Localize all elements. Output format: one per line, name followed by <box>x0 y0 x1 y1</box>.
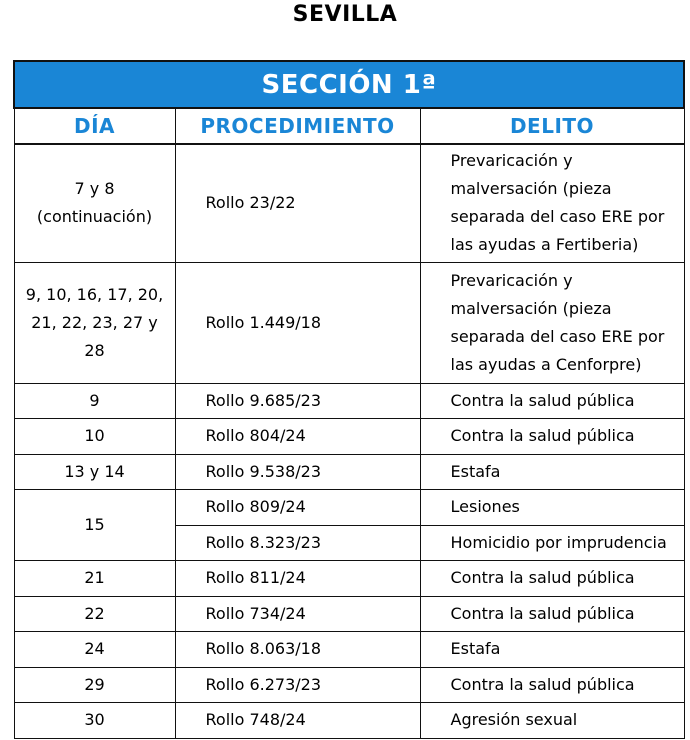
page-title: SEVILLA <box>292 2 398 27</box>
section-title: SECCIÓN 1ª <box>14 61 684 108</box>
cell-delito: Prevaricación y malversación (pieza separada del caso ERE por las ayudas a Fertiberia) <box>420 144 684 262</box>
cell-delito: Homicidio por imprudencia <box>420 525 684 561</box>
cell-delito: Contra la salud pública <box>420 596 684 632</box>
table-row <box>14 703 684 739</box>
cell-delito: Contra la salud pública <box>420 383 684 419</box>
table-row <box>14 262 684 383</box>
cell-dia: 30 <box>14 703 175 739</box>
cell-delito: Contra la salud pública <box>420 667 684 703</box>
cell-dia: 22 <box>14 596 175 632</box>
cell-dia: 7 y 8 (continuación) <box>14 144 175 262</box>
header-procedimiento: PROCEDIMIENTO <box>175 108 420 144</box>
cell-procedimiento: Rollo 809/24 <box>175 490 420 526</box>
cell-delito: Estafa <box>420 632 684 668</box>
cell-dia: 9 <box>14 383 175 419</box>
table-row <box>14 561 684 597</box>
cell-dia: 24 <box>14 632 175 668</box>
table-row <box>14 419 684 455</box>
cell-delito: Lesiones <box>420 490 684 526</box>
table-row <box>14 383 684 419</box>
header-row <box>14 108 684 144</box>
cell-procedimiento: Rollo 748/24 <box>175 703 420 739</box>
cell-procedimiento: Rollo 6.273/23 <box>175 667 420 703</box>
table-row <box>14 667 684 703</box>
cell-dia: 15 <box>14 490 175 561</box>
cell-dia: 13 y 14 <box>14 454 175 490</box>
table-row <box>14 596 684 632</box>
cell-delito: Prevaricación y malversación (pieza separada del caso ERE por las ayudas a Cenforpre) <box>420 262 684 383</box>
cell-procedimiento: Rollo 9.538/23 <box>175 454 420 490</box>
table-row <box>14 632 684 668</box>
cell-procedimiento: Rollo 734/24 <box>175 596 420 632</box>
schedule-table <box>13 60 685 739</box>
cell-dia: 29 <box>14 667 175 703</box>
cell-procedimiento: Rollo 9.685/23 <box>175 383 420 419</box>
cell-procedimiento: Rollo 8.323/23 <box>175 525 420 561</box>
cell-procedimiento: Rollo 1.449/18 <box>175 262 420 383</box>
cell-procedimiento: Rollo 23/22 <box>175 144 420 262</box>
cell-dia: 21 <box>14 561 175 597</box>
cell-delito: Contra la salud pública <box>420 561 684 597</box>
cell-procedimiento: Rollo 804/24 <box>175 419 420 455</box>
cell-procedimiento: Rollo 8.063/18 <box>175 632 420 668</box>
header-dia: DÍA <box>14 108 175 144</box>
cell-dia: 10 <box>14 419 175 455</box>
table-row <box>14 490 684 526</box>
header-delito: DELITO <box>420 108 684 144</box>
cell-delito: Estafa <box>420 454 684 490</box>
cell-delito: Contra la salud pública <box>420 419 684 455</box>
table-row <box>14 454 684 490</box>
table-row <box>14 144 684 262</box>
cell-dia: 9, 10, 16, 17, 20, 21, 22, 23, 27 y 28 <box>14 262 175 383</box>
cell-procedimiento: Rollo 811/24 <box>175 561 420 597</box>
section-banner-row <box>14 61 684 108</box>
cell-delito: Agresión sexual <box>420 703 684 739</box>
